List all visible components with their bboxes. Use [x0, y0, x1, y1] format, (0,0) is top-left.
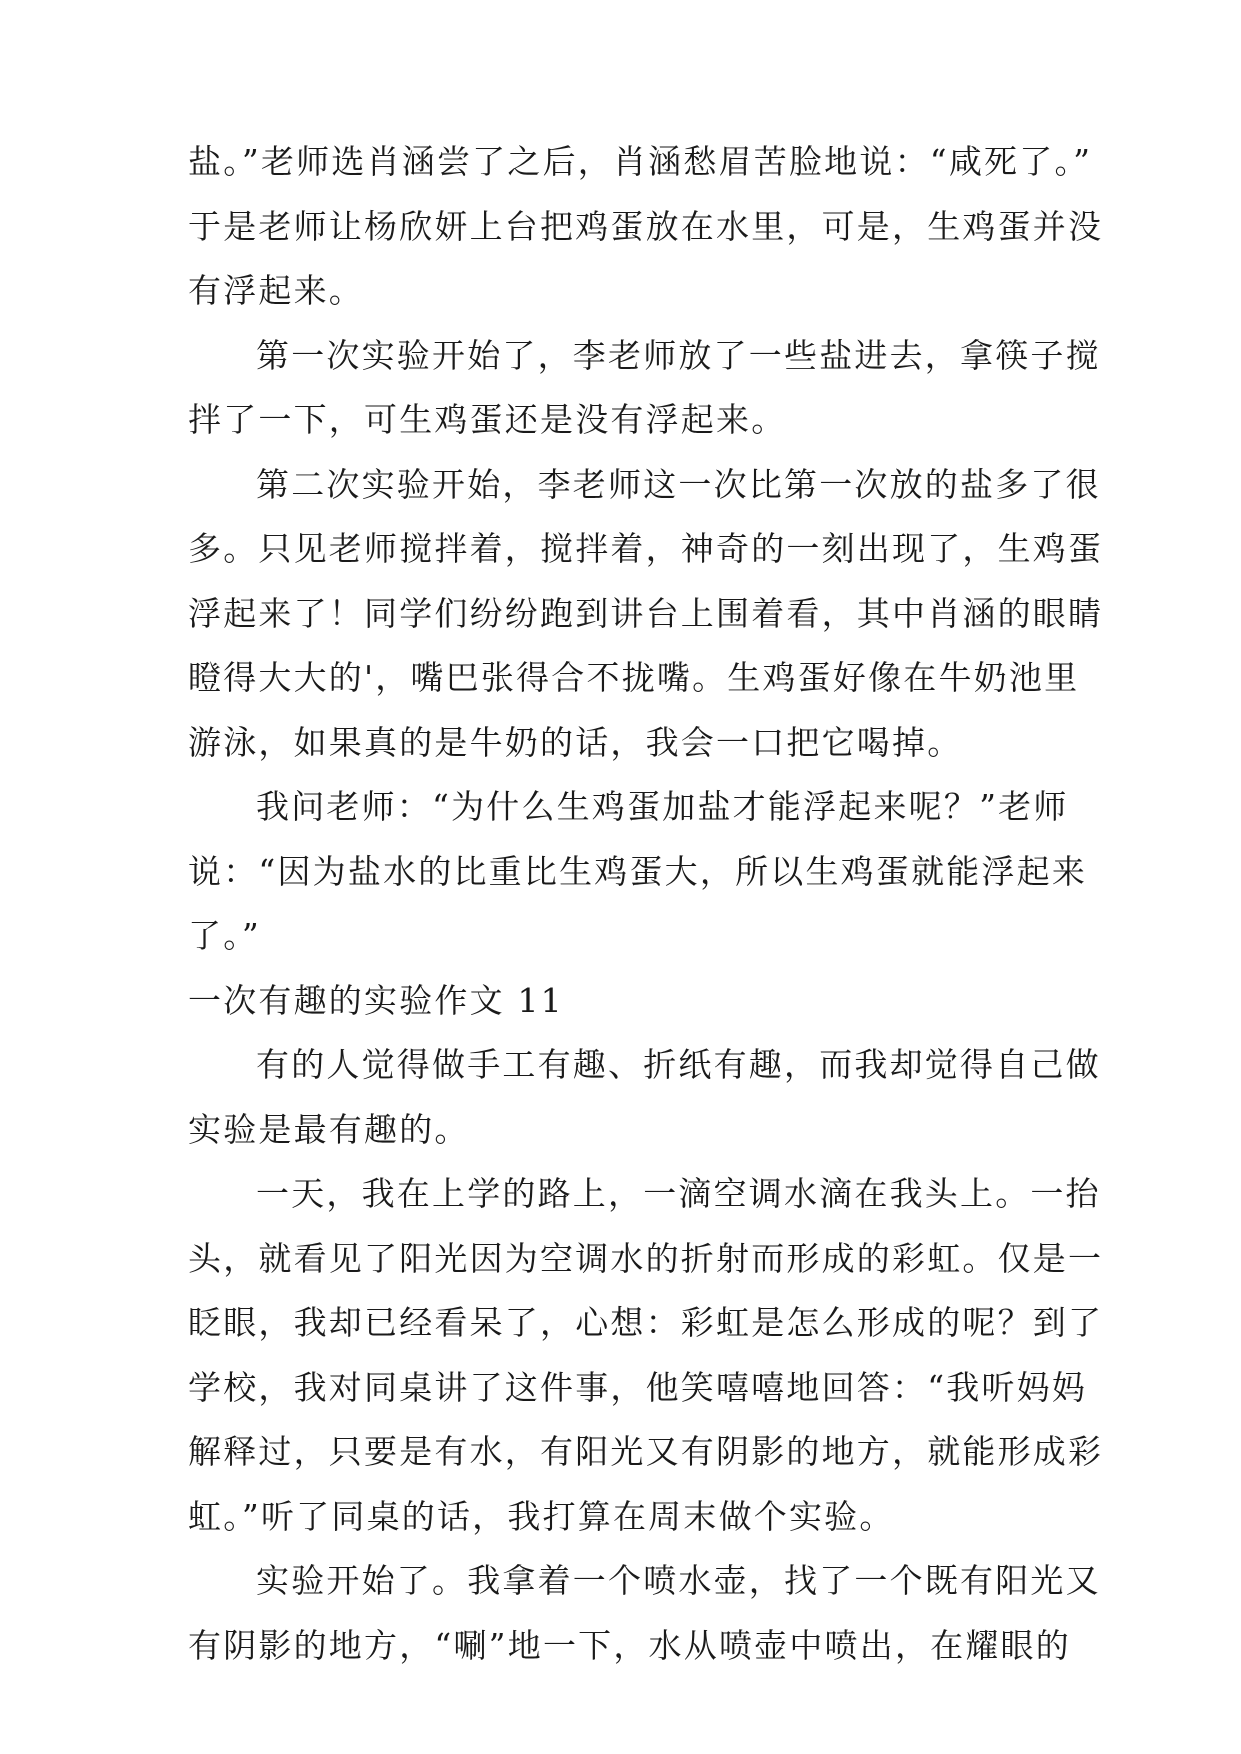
document-page — [188, 130, 1104, 1678]
section-heading: 一次有趣的实验作文 11 — [188, 980, 564, 1020]
text-line: 学校，我对同桌讲了这件事，他笑嘻嘻地回答：“我听妈妈 — [188, 1367, 1088, 1407]
text-line: 我问老师：“为什么生鸡蛋加盐才能浮起来呢？”老师 — [256, 787, 1069, 826]
text-line: 第二次实验开始，李老师这一次比第一次放的盐多了很 — [256, 464, 1101, 504]
paragraph-2 — [188, 324, 1101, 453]
paragraph-3 — [188, 453, 1104, 776]
text-line: 于是老师让杨欣妍上台把鸡蛋放在水里，可是，生鸡蛋并没 — [188, 206, 1104, 246]
paragraph-1 — [188, 130, 1104, 324]
text-line: 了。” — [188, 916, 261, 955]
paragraph-7 — [188, 1549, 1101, 1678]
text-line: 拌了一下，可生鸡蛋还是没有浮起来。 — [188, 400, 787, 439]
text-line: 一天，我在上学的路上，一滴空调水滴在我头上。一抬 — [256, 1174, 1101, 1213]
text-line: 头，就看见了阳光因为空调水的折射而形成的彩虹。仅是一 — [188, 1238, 1104, 1278]
text-line: 实验开始了。我拿着一个喷水壶，找了一个既有阳光又 — [256, 1561, 1101, 1600]
text-line: 有的人觉得做手工有趣、折纸有趣，而我却觉得自己做 — [256, 1045, 1101, 1084]
paragraph-4 — [188, 775, 1088, 969]
text-line: 游泳，如果真的是牛奶的话，我会一口把它喝掉。 — [188, 722, 963, 762]
text-line: 眨眼，我却已经看呆了，心想：彩虹是怎么形成的呢？到了 — [188, 1303, 1104, 1342]
paragraph-6 — [188, 1162, 1104, 1549]
text-line: 说：“因为盐水的比重比生鸡蛋大，所以生鸡蛋就能浮起来 — [188, 851, 1088, 891]
text-line: 第一次实验开始了，李老师放了一些盐进去，拿筷子搅 — [256, 335, 1101, 375]
text-line: 浮起来了！同学们纷纷跑到讲台上围着看，其中肖涵的眼睛 — [188, 593, 1104, 633]
paragraph-5 — [188, 1033, 1101, 1162]
text-line: 多。只见老师搅拌着，搅拌着，神奇的一刻出现了，生鸡蛋 — [188, 529, 1104, 568]
text-line: 盐。”老师选肖涵尝了之后，肖涵愁眉苦脸地说：“咸死了。” — [188, 142, 1093, 181]
text-line: 有浮起来。 — [188, 271, 364, 310]
text-line: 有阴影的地方，“唰”地一下，水从喷壶中喷出，在耀眼的 — [188, 1625, 1071, 1665]
text-line: 解释过，只要是有水，有阳光又有阴影的地方，就能形成彩 — [188, 1432, 1104, 1471]
text-line: 瞪得大大的'，嘴巴张得合不拢嘴。生鸡蛋好像在牛奶池里 — [188, 658, 1080, 697]
text-line: 虹。”听了同桌的话，我打算在周末做个实验。 — [188, 1496, 895, 1536]
text-line: 实验是最有趣的。 — [188, 1109, 470, 1149]
